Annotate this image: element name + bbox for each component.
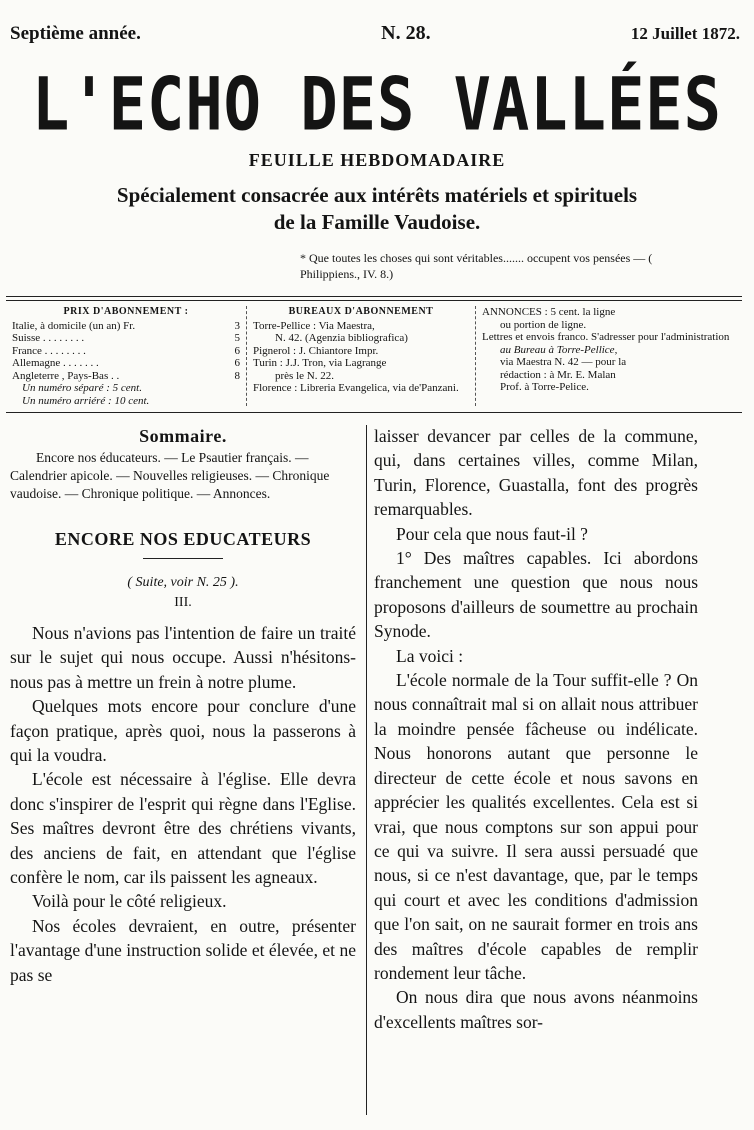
price-row	[12, 332, 240, 345]
tagline-line-2: de la Famille Vaudoise.	[273, 210, 481, 234]
sommaire-title: Sommaire.	[139, 426, 227, 446]
ads-line: rédaction : à Mr. E. Malan	[500, 368, 616, 381]
masthead-tagline	[40, 182, 714, 236]
paragraph: Quelques mots encore pour conclure d'une façon pratique, après quoi, nous la passerons à qui la voudra.	[10, 696, 356, 766]
article-title: ENCORE NOS EDUCATEURS	[54, 529, 312, 549]
column-divider	[366, 425, 367, 1115]
price-row	[12, 370, 240, 383]
office-line: près le N. 22.	[275, 369, 334, 382]
issue-number: N. 28.	[381, 22, 431, 44]
price-row	[12, 345, 240, 358]
subscription-box	[6, 306, 742, 406]
year-label: Septième année.	[10, 23, 141, 44]
masthead-subtitle: FEUILLE HEBDOMADAIRE	[248, 150, 506, 170]
paragraph: Nos écoles devraient, en outre, présenter l'avantage d'une instruction solide et élevée, et ne pas se	[10, 915, 356, 985]
offices-title: BUREAUX D'ABONNEMENT	[288, 306, 434, 317]
ads-line: Prof. à Torre-Pelice.	[500, 381, 589, 393]
price-amount: 5	[234, 332, 240, 344]
paragraph: L'école normale de la Tour suffit-elle ? On nous connaîtrait mal si on allait nous attribuer la moindre pensée fâcheuse ou indélicate. Nous honorons autant que personne le directeur de cette école et nous savons en apprécier les qualités excellentes. Cela est si vrai, que nous comptons sur son appui pour ce qui va suivre. Il sera aussi persuadé que nous, si ce n'est davantage, que, par le temps qui court et avec les conditions d'admission que l'on sait, on ne saurait former en trois ans des maîtres d'école capables de remplir rondement leur tâche.	[374, 670, 698, 983]
price-place: Allemagne . . . . . . .	[12, 357, 99, 369]
price-row	[12, 357, 240, 370]
price-amount: 3	[234, 319, 240, 332]
ads-line: via Maestra N. 42 — pour la	[500, 356, 627, 368]
ads-line: Lettres et envois franco. S'adresser pour l'administration	[482, 331, 730, 343]
price-row	[12, 320, 240, 333]
price-place: Suisse . . . . . . . .	[12, 332, 85, 344]
ads-line: ANNONCES : 5 cent. la ligne	[482, 306, 616, 318]
price-place: Angleterre , Pays-Bas . .	[12, 369, 120, 382]
price-amount: 8	[234, 369, 240, 382]
price-amount: 6	[234, 357, 240, 369]
suite-note: ( Suite, voir N. 25 ).	[127, 575, 239, 590]
office-line: Turin : J.J. Tron, via Lagrange	[253, 357, 387, 369]
divider	[6, 296, 742, 297]
ads-line: ou portion de ligne.	[500, 318, 587, 331]
masthead-title: L'ECHO DES VALLÉES	[32, 60, 722, 147]
tagline-line-1: Spécialement consacrée aux intérêts matériels et spirituels	[116, 183, 638, 207]
prices-column	[6, 306, 246, 406]
office-line: Torre-Pellice : Via Maestra,	[253, 319, 375, 332]
paragraph: On nous dira que nous avons néanmoins d'excellents maîtres sor-	[374, 987, 698, 1032]
office-line: Florence : Libreria Evangelica, via de'Panzani.	[253, 382, 459, 394]
paragraph: Nous n'avions pas l'intention de faire un traité sur le sujet qui nous occupe. Aussi n'hésitons-nous pas à mettre un frein à notre plume.	[10, 623, 356, 692]
left-column	[10, 424, 356, 987]
paragraph: Pour cela que nous faut-il ?	[396, 523, 588, 544]
issue-header	[10, 22, 740, 45]
offices-column	[246, 306, 476, 406]
ads-column	[476, 306, 742, 406]
price-place: France . . . . . . . .	[12, 344, 86, 357]
divider	[6, 412, 742, 413]
paragraph: laisser devancer par celles de la commune, qui, dans certaines villes, comme Milan, Turin, Florence, Guastalla, font des progrès remarquables.	[374, 426, 698, 520]
price-place: Italie, à domicile (un an) Fr.	[12, 319, 136, 332]
right-column	[374, 424, 698, 1034]
office-line: N. 42. (Agenzia bibliografica)	[275, 332, 408, 344]
back-issue-price: Un numéro arriéré : 10 cent.	[22, 394, 150, 407]
paragraph: La voici :	[396, 645, 464, 666]
paragraph: 1° Des maîtres capables. Ici abordons franchement une question que nous nous proposons d'ailleurs de soumettre au prochain Synode.	[374, 548, 698, 642]
title-underline	[143, 558, 223, 559]
ads-line: au Bureau à Torre-Pellice,	[500, 343, 618, 356]
office-line: Pignerol : J. Chiantore Impr.	[253, 344, 379, 357]
paragraph: L'école est nécessaire à l'église. Elle devra donc s'inspirer de l'esprit qui règne dans l'Eglise. Ses maîtres devront être des chrétiens vivants, des anciens de fait, en attendant que l'église confère le nom, car ils paissent les agneaux.	[10, 769, 356, 888]
section-number: III.	[174, 595, 192, 610]
single-issue-price: Un numéro séparé : 5 cent.	[22, 382, 142, 394]
paragraph: Voilà pour le côté religieux.	[32, 891, 227, 912]
prices-title: PRIX D'ABONNEMENT :	[63, 306, 189, 317]
divider	[6, 300, 742, 301]
issue-date: 12 Juillet 1872.	[630, 24, 740, 43]
epigraph: * Que toutes les choses qui sont véritables....... occupent vos pensées — ( Philippiens., IV. 8.)	[300, 251, 653, 281]
sommaire-text: Encore nos éducateurs. — Le Psautier français. — Calendrier apicole. — Nouvelles religieuses. — Chronique vaudoise. — Chronique politique. — Annonces.	[10, 450, 330, 501]
price-amount: 6	[234, 344, 240, 357]
